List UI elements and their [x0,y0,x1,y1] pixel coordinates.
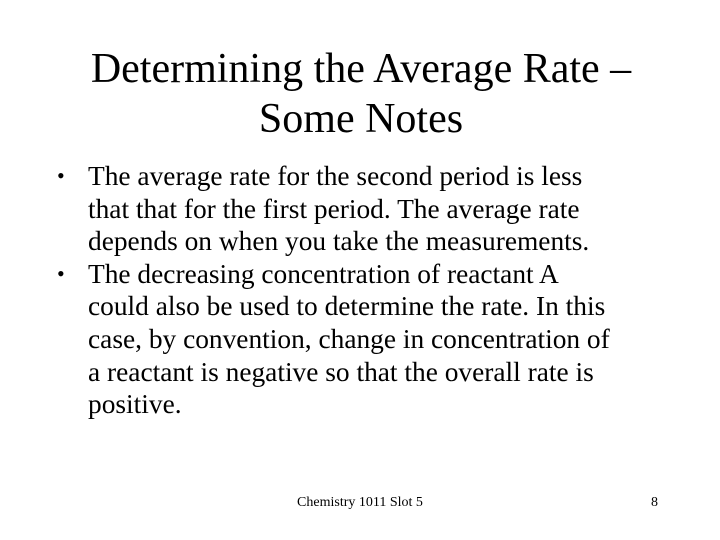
bullet-line: that that for the first period. The average rate [88,193,580,224]
slide-title-line-2: Some Notes [258,96,464,142]
bullet-line: positive. [88,389,182,420]
bullet-item [57,160,677,258]
slide-title-line-1: Determining the Average Rate – [90,46,632,92]
bullet-line: The average rate for the second period is less [88,161,583,191]
bullet-item [57,258,677,421]
bullet-marker: • [57,260,65,286]
page-number: 8 [651,495,658,510]
bullet-line: depends on when you take the measurements. [88,226,590,257]
bullet-line: could also be used to determine the rate. In this [88,291,606,322]
bullet-line: case, by convention, change in concentration of [88,323,610,354]
bullet-line: The decreasing concentration of reactant A [88,258,559,289]
slide-title [40,44,682,144]
bullet-marker: • [57,163,65,188]
bullet-list [57,160,677,421]
bullet-line: a reactant is negative so that the overall rate is [88,356,594,387]
footer-course-label: Chemistry 1011 Slot 5 [297,495,423,510]
